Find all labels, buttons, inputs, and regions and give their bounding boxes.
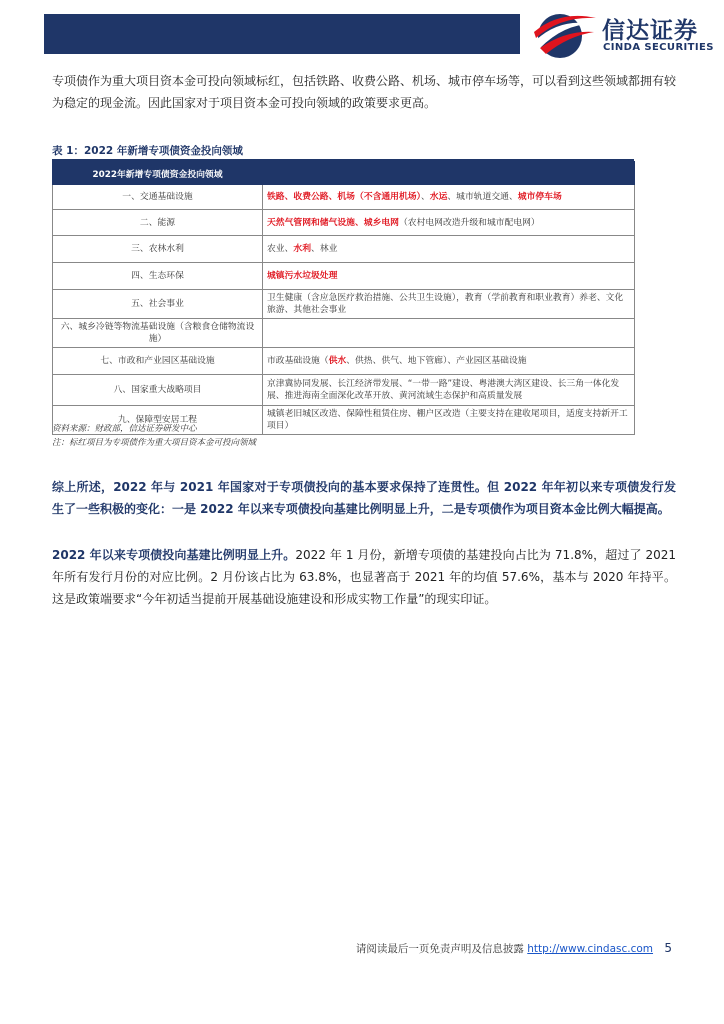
table-row [53, 210, 635, 236]
detail-body: 2022 年 1 月份，新增专项债的基建投向占比为 71.8%，超过了 2021 年所有发行月份的对应比例。2 月份该占比为 63.8%，也显著高于 2021 年的均值 57.6%，基本与 2020 年持平。这是政策端要求“今年初适当提前开展基础设施建设和形成实物工作量”的现实印证。 [52, 548, 676, 606]
detail-text: 、城市轨道交通、 [447, 192, 518, 202]
page-number: 5 [664, 941, 672, 955]
highlighted-text: 水运 [429, 192, 448, 202]
highlighted-text: 天然气管网和储气设施、城乡电网 [267, 217, 399, 228]
highlighted-text: 城镇污水垃圾处理 [267, 271, 338, 281]
intro-paragraph: 专项债作为重大项目资本金可投向领域标红，包括铁路、收费公路、机场、城市停车场等，可以看到这些领域都拥有较为稳定的现金流。因此国家对于项目资本金可投向领域的政策要求更高。 [52, 74, 677, 110]
table-cell-area: 七、市政和产业园区基础设施 [53, 348, 263, 375]
footer-disclaimer: 请阅读最后一页免责声明及信息披露 [355, 943, 524, 955]
detail-text: 京津冀协同发展、长江经济带发展、“一带一路”建设、粤港澳大湾区建设、长三角一体化发展、推进海南全面深化改革开放、黄河流域生态保护和高质量发展 [267, 379, 620, 401]
table-row [53, 185, 635, 210]
logo-english-name: CINDA SECURITIES [603, 42, 714, 53]
table-cell-area: 八、国家重大战略项目 [53, 375, 263, 406]
page-footer [356, 941, 672, 956]
table-cell-area: 四、生态环保 [53, 263, 263, 290]
detail-text: 、 [420, 192, 430, 202]
detail-text: 市政基础设施（ [267, 356, 329, 366]
detail-lead: 2022 年以来专项债投向基建比例明显上升。 [52, 548, 296, 562]
table-cell-details [263, 375, 635, 406]
detail-text: 卫生健康（含应急医疗救治措施、公共卫生设施），教育（学前教育和职业教育）养老、文化旅游、其他社会事业 [267, 293, 624, 315]
table-row [53, 319, 635, 348]
table-source: 资料来源：财政部，信达证券研发中心 [52, 424, 197, 434]
table-cell-details [263, 236, 635, 263]
detail-paragraph [52, 544, 676, 610]
detail-text: 农业、 [267, 244, 294, 254]
table-cell-area: 三、农林水利 [53, 236, 263, 263]
investment-areas-table [52, 161, 635, 435]
table-header-cell [263, 162, 635, 185]
table-cell-details [263, 210, 635, 236]
table-cell-area: 六、城乡冷链等物流基础设施（含粮食仓储物流设施） [53, 319, 263, 348]
table-row [53, 375, 635, 406]
detail-text: 、供热、供气、地下管廊）、产业园区基础设施 [346, 356, 527, 366]
table-header-row [53, 162, 635, 185]
table-cell-details [263, 348, 635, 375]
cinda-logo-mark-icon [530, 10, 600, 60]
table-cell-area: 五、社会事业 [53, 290, 263, 319]
table-caption: 表 1：2022 年新增专项债资金投向领域 [52, 145, 243, 157]
summary-paragraph: 综上所述，2022 年与 2021 年国家对于专项债投向的基本要求保持了连贯性。但 2022 年年初以来专项债发行发生了一些积极的变化：一是 2022 年以来专项债投向基建比例明显上升，二是专项债作为项目资本金比例大幅提高。 [52, 480, 676, 516]
table-cell-details [263, 290, 635, 319]
table-cell-details [263, 263, 635, 290]
table-cell-details [263, 319, 635, 348]
footer-link[interactable]: http://www.cindasc.com [527, 943, 654, 955]
table-cell-area: 二、能源 [53, 210, 263, 236]
table-row [53, 263, 635, 290]
table-cell-details [263, 406, 635, 435]
cinda-logo [530, 10, 714, 60]
header-band [44, 14, 520, 54]
table-header-cell: 2022年新增专项债资金投向领域 [53, 162, 263, 185]
table-row [53, 236, 635, 263]
table-note: 注：标红项目为专项债作为重大项目资本金可投向领域 [52, 438, 257, 448]
table-cell-area: 一、交通基础设施 [53, 185, 263, 210]
highlighted-text: 供水 [328, 356, 347, 366]
table-row [53, 290, 635, 319]
detail-text: 、林业 [311, 244, 338, 254]
table-cell-area: 九、保障型安居工程 [53, 406, 263, 435]
highlighted-text: 水利 [293, 244, 312, 254]
table-cell-details [263, 185, 635, 210]
highlighted-text: 铁路、收费公路、机场（不含通用机场） [267, 192, 421, 202]
highlighted-text: 城市停车场 [517, 192, 562, 202]
detail-text: （农村电网改造升级和城市配电网） [398, 217, 540, 228]
logo-chinese-name: 信达证券 [602, 18, 698, 44]
table-row [53, 348, 635, 375]
detail-text: 城镇老旧城区改造、保障性租赁住房、棚户区改造（主要支持在建收尾项目，适度支持新开工项目） [267, 409, 628, 431]
table-body [53, 185, 635, 435]
